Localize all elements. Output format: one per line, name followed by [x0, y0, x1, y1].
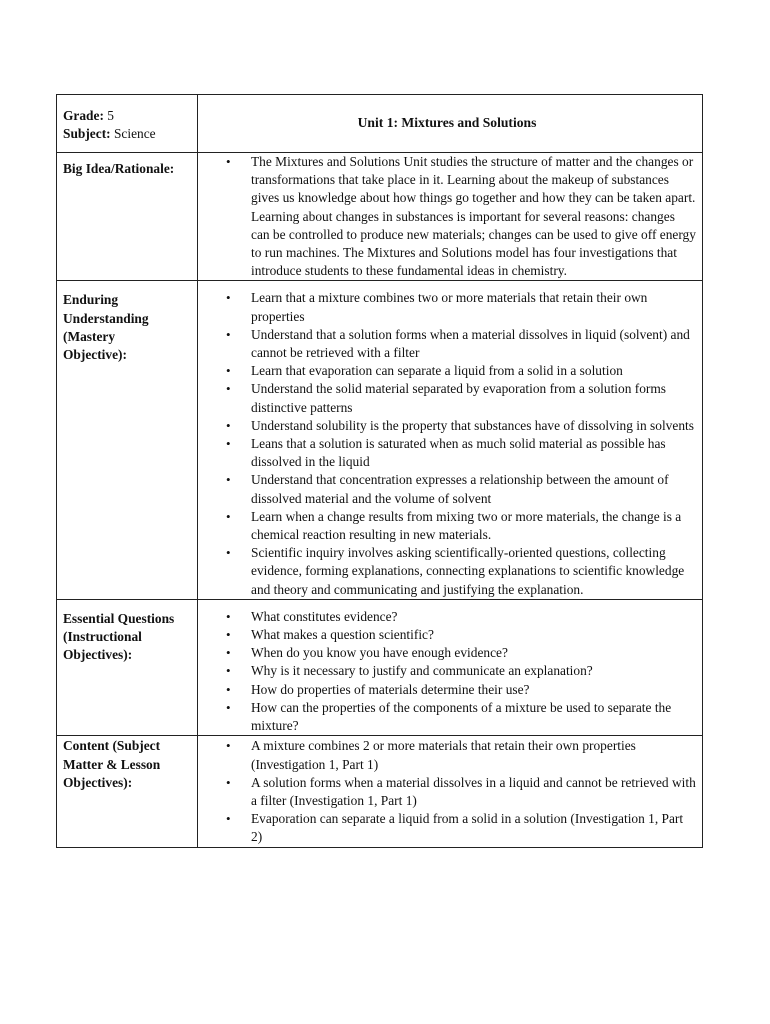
bullet-icon: • — [226, 663, 231, 679]
enduring-understanding-list — [198, 281, 696, 598]
list-item — [198, 471, 696, 507]
bullet-icon: • — [226, 811, 231, 827]
list-item-text: Learn when a change results from mixing two or more materials, the change is a chemical reaction resulting in new materials. — [251, 508, 682, 543]
unit-title: Unit 1: Mixtures and Solutions — [357, 115, 537, 130]
list-item — [198, 153, 696, 280]
list-item-text: Understand solubility is the property that substances have of dissolving in solvents — [251, 417, 694, 433]
list-item-text: Evaporation can separate a liquid from a solid in a solution (Investigation 1, Part 2) — [251, 811, 684, 845]
bullet-icon: • — [226, 363, 231, 379]
list-item-text: Learn that evaporation can separate a liquid from a solid in a solution — [251, 363, 623, 379]
big-idea-row — [57, 153, 703, 281]
bullet-icon: • — [226, 381, 231, 397]
list-item — [198, 681, 696, 699]
list-item — [198, 362, 696, 380]
list-item-text: The Mixtures and Solutions Unit studies the structure of matter and the changes or transformations that take place in it. Learning about the makeup of substances gives us knowledge about how things go together and how they can be taken apart. Learning about changes in substances is important for several reasons: changes can be controlled to produce new materials; changes can be used to give off energy to run machines. The Mixtures and Solutions model has four investigations that introduce students to these fundamental ideas in chemistry. — [251, 154, 696, 279]
essential-questions-label: Essential Questions (Instructional Objectives): — [63, 610, 175, 663]
list-item-text: How do properties of materials determine their use? — [251, 681, 530, 697]
bullet-icon: • — [226, 681, 231, 697]
list-item — [198, 644, 696, 662]
list-item — [198, 737, 696, 773]
bullet-icon: • — [226, 645, 231, 661]
subject-label: Subject: — [63, 126, 111, 142]
bullet-icon: • — [226, 508, 231, 524]
bullet-icon: • — [226, 436, 231, 452]
enduring-understanding-label: Enduring Understanding (Mastery Objective): — [63, 292, 149, 363]
essential-questions-list — [198, 600, 696, 735]
list-item-text: Why is it necessary to justify and communicate an explanation? — [251, 663, 593, 679]
list-item-text: Understand that a solution forms when a material dissolves in liquid (solvent) and cannot be retrieved with a filter — [251, 326, 690, 361]
grade-value: 5 — [107, 108, 114, 123]
bullet-icon: • — [226, 608, 231, 624]
row-label-enduring-understanding — [57, 281, 198, 599]
enduring-understanding-content — [198, 281, 703, 599]
big-idea-content — [198, 153, 703, 281]
list-item-text: How can the properties of the components of a mixture be used to separate the mixture? — [251, 699, 672, 734]
row-label-essential-questions — [57, 599, 198, 735]
list-item-text: Learn that a mixture combines two or more materials that retain their own properties — [251, 290, 648, 324]
list-item — [198, 699, 696, 735]
list-item — [198, 608, 696, 626]
list-item-text: A mixture combines 2 or more materials that retain their own properties (Investigation 1, Part 1) — [251, 738, 636, 772]
list-item-text: What makes a question scientific? — [251, 627, 434, 643]
subject-line — [63, 125, 197, 143]
bullet-icon: • — [226, 154, 231, 169]
big-idea-list — [198, 153, 696, 280]
grade-label: Grade: — [63, 108, 104, 123]
unit-title-cell — [198, 95, 703, 153]
row-label-big-idea — [57, 153, 198, 281]
content-objectives-content — [198, 736, 703, 847]
content-objectives-list — [198, 736, 696, 846]
list-item — [198, 626, 696, 644]
header-row — [57, 95, 703, 153]
content-row — [57, 736, 703, 847]
bullet-icon: • — [226, 774, 231, 790]
essential-questions-row — [57, 599, 703, 735]
lesson-plan-table — [56, 94, 703, 848]
big-idea-label: Big Idea/Rationale: — [63, 161, 175, 176]
list-item — [198, 289, 696, 325]
bullet-icon: • — [226, 699, 231, 715]
list-item-text: What constitutes evidence? — [251, 608, 398, 624]
list-item — [198, 508, 696, 544]
row-label-content — [57, 736, 198, 847]
grade-line — [63, 107, 197, 125]
content-label: Content (Subject Matter & Lesson Objectives): — [63, 738, 161, 790]
list-item — [198, 380, 696, 416]
enduring-understanding-row — [57, 281, 703, 599]
grade-subject-cell — [57, 95, 198, 153]
bullet-icon: • — [226, 738, 231, 754]
list-item-text: A solution forms when a material dissolves in a liquid and cannot be retrieved with a filter (Investigation 1, Part 1) — [251, 774, 696, 808]
list-item-text: When do you know you have enough evidence? — [251, 645, 508, 661]
bullet-icon: • — [226, 290, 231, 306]
list-item — [198, 662, 696, 680]
list-item — [198, 774, 696, 810]
list-item — [198, 326, 696, 362]
list-item — [198, 435, 696, 471]
list-item-text: Understand the solid material separated by evaporation from a solution forms distinctive patterns — [251, 381, 666, 415]
bullet-icon: • — [226, 472, 231, 488]
essential-questions-content — [198, 599, 703, 735]
list-item — [198, 417, 696, 435]
subject-value: Science — [113, 126, 156, 142]
list-item-text: Scientific inquiry involves asking scientifically-oriented questions, collecting evidence, forming explanations, connecting explanations to scientific knowledge and theory and communicating and justifying the explanation. — [251, 545, 685, 597]
list-item-text: Understand that concentration expresses a relationship between the amount of dissolved material and the volume of solvent — [251, 472, 669, 506]
list-item — [198, 544, 696, 599]
bullet-icon: • — [226, 326, 231, 342]
list-item-text: Leans that a solution is saturated when as much solid material as possible has dissolved in the liquid — [251, 436, 666, 470]
bullet-icon: • — [226, 545, 231, 561]
list-item — [198, 810, 696, 846]
bullet-icon: • — [226, 417, 231, 433]
bullet-icon: • — [226, 627, 231, 643]
